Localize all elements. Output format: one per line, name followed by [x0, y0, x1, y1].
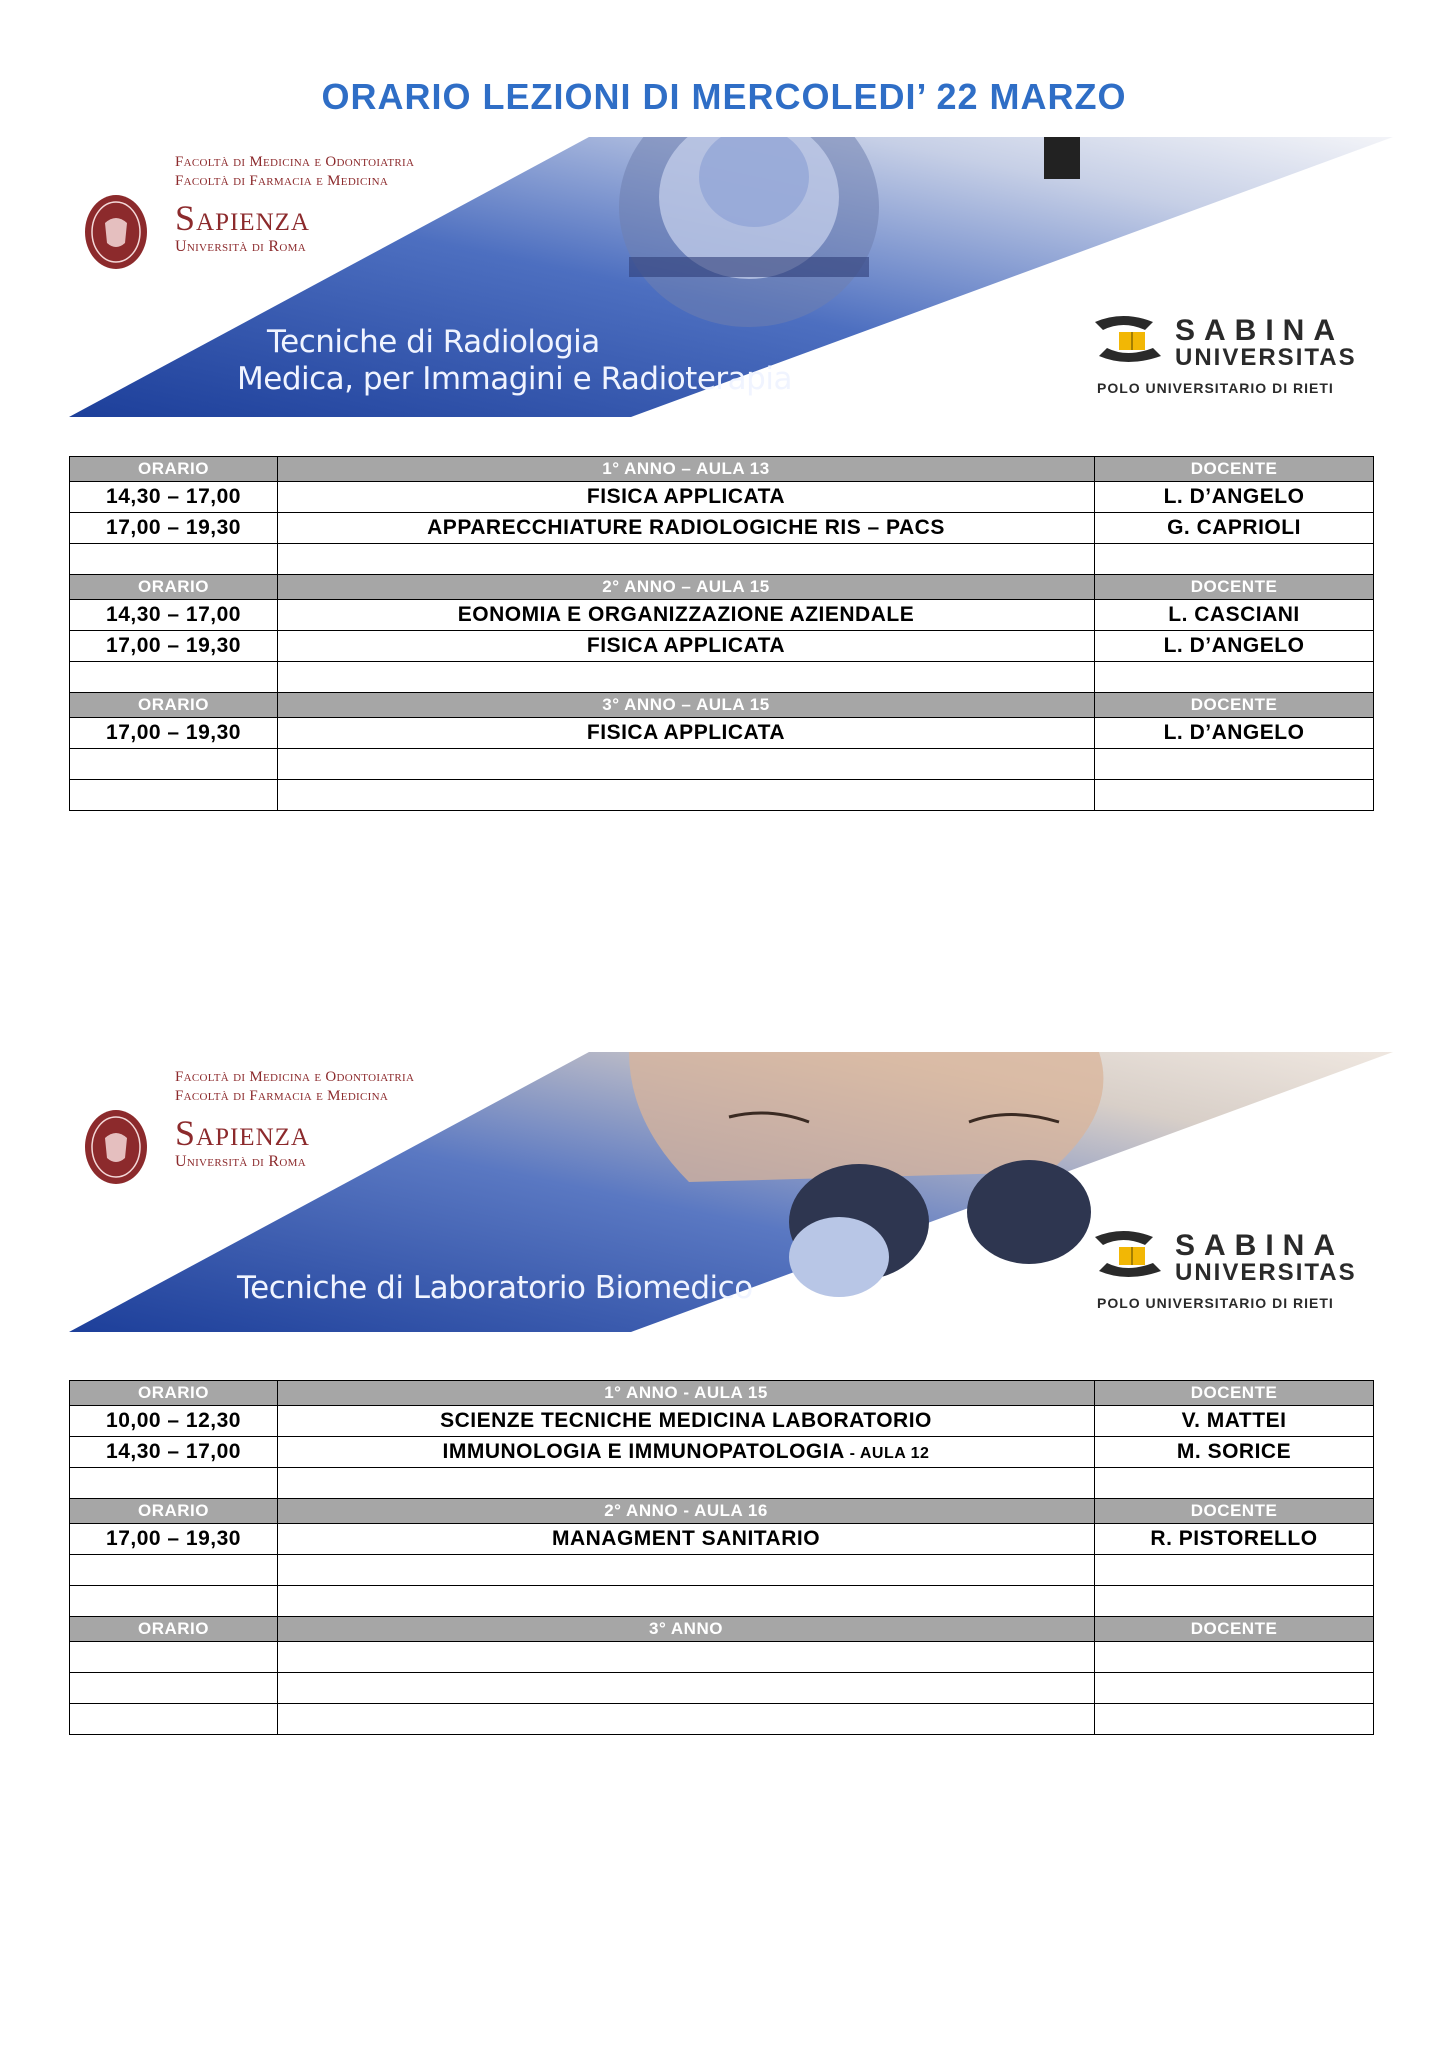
time-cell — [70, 1586, 278, 1617]
teacher-cell — [1095, 1468, 1374, 1499]
teacher-cell — [1095, 1704, 1374, 1735]
course-title — [237, 1270, 753, 1307]
teacher-cell — [1095, 1673, 1374, 1704]
group-title: 2° ANNO – AULA 15 — [278, 575, 1095, 600]
teacher-cell: L. CASCIANI — [1095, 600, 1374, 631]
table-row — [70, 1704, 1374, 1735]
subject-cell — [278, 1704, 1095, 1735]
schedule-table-laboratory — [69, 1380, 1374, 1735]
course-line-2: Medica, per Immagini e Radioterapia — [237, 361, 792, 397]
faculty-line-1: Facoltà di Medicina e Odontoiatria — [175, 1069, 415, 1085]
subject-cell — [278, 749, 1095, 780]
header-orario: ORARIO — [70, 693, 278, 718]
sabina-book-icon — [1083, 1227, 1173, 1289]
subject-cell — [278, 780, 1095, 811]
table-row — [70, 1642, 1374, 1673]
subject-cell — [278, 544, 1095, 575]
teacher-cell — [1095, 662, 1374, 693]
table-row — [70, 513, 1374, 544]
sapienza-seal-icon — [83, 193, 149, 271]
schedule-table-radiology — [69, 456, 1374, 811]
table-row — [70, 1437, 1374, 1468]
time-cell: 17,00 – 19,30 — [70, 718, 278, 749]
faculty-line-2: Facoltà di Farmacia e Medicina — [175, 173, 389, 189]
radiology-banner — [69, 137, 1393, 417]
time-cell: 10,00 – 12,30 — [70, 1406, 278, 1437]
time-cell — [70, 780, 278, 811]
page-title: ORARIO LEZIONI DI MERCOLEDI’ 22 MARZO — [321, 76, 1127, 117]
teacher-cell — [1095, 1555, 1374, 1586]
sapienza-seal-icon — [83, 1108, 149, 1186]
teacher-cell — [1095, 780, 1374, 811]
university-name: Sapienza — [175, 198, 310, 238]
teacher-cell — [1095, 1642, 1374, 1673]
subject-cell — [278, 1437, 1095, 1468]
faculty-line-2: Facoltà di Farmacia e Medicina — [175, 1088, 389, 1104]
table-row — [70, 600, 1374, 631]
teacher-cell — [1095, 1586, 1374, 1617]
table-row — [70, 482, 1374, 513]
group-title: 3° ANNO – AULA 15 — [278, 693, 1095, 718]
header-docente: DOCENTE — [1095, 1617, 1374, 1642]
time-cell — [70, 1673, 278, 1704]
subject-cell: SCIENZE TECNICHE MEDICINA LABORATORIO — [278, 1406, 1095, 1437]
time-cell — [70, 1704, 278, 1735]
group-header-row — [70, 575, 1374, 600]
university-sub: Università di Roma — [175, 1153, 306, 1170]
time-cell: 17,00 – 19,30 — [70, 1524, 278, 1555]
header-docente: DOCENTE — [1095, 457, 1374, 482]
time-cell — [70, 749, 278, 780]
subject-cell — [278, 1642, 1095, 1673]
header-orario: ORARIO — [70, 575, 278, 600]
time-cell — [70, 1555, 278, 1586]
group-header-row — [70, 1617, 1374, 1642]
time-cell: 14,30 – 17,00 — [70, 482, 278, 513]
time-cell — [70, 1468, 278, 1499]
group-title: 1° ANNO – AULA 13 — [278, 457, 1095, 482]
group-header-row — [70, 693, 1374, 718]
teacher-cell: V. MATTEI — [1095, 1406, 1374, 1437]
subject-cell: MANAGMENT SANITARIO — [278, 1524, 1095, 1555]
subject-cell — [278, 1673, 1095, 1704]
table-row — [70, 1524, 1374, 1555]
university-name: Sapienza — [175, 1113, 310, 1153]
partner-sub: POLO UNIVERSITARIO DI RIETI — [1097, 380, 1334, 396]
table-row — [70, 749, 1374, 780]
table-row — [70, 1468, 1374, 1499]
header-docente: DOCENTE — [1095, 693, 1374, 718]
subject-cell: FISICA APPLICATA — [278, 631, 1095, 662]
subject-cell: APPARECCHIATURE RADIOLOGICHE RIS – PACS — [278, 513, 1095, 544]
time-cell — [70, 662, 278, 693]
subject-cell — [278, 1555, 1095, 1586]
partner-name-2: UNIVERSITAS — [1175, 344, 1357, 371]
teacher-cell: L. D’ANGELO — [1095, 631, 1374, 662]
subject-text: IMMUNOLOGIA E IMMUNOPATOLOGIA — [442, 1440, 845, 1463]
time-cell: 17,00 – 19,30 — [70, 513, 278, 544]
table-row — [70, 662, 1374, 693]
header-orario: ORARIO — [70, 1617, 278, 1642]
group-title: 2° ANNO - AULA 16 — [278, 1499, 1095, 1524]
table-row — [70, 544, 1374, 575]
subject-cell — [278, 1586, 1095, 1617]
teacher-cell — [1095, 749, 1374, 780]
time-cell: 14,30 – 17,00 — [70, 600, 278, 631]
time-cell: 14,30 – 17,00 — [70, 1437, 278, 1468]
subject-room-note: - AULA 12 — [844, 1445, 930, 1462]
subject-cell — [278, 662, 1095, 693]
header-orario: ORARIO — [70, 457, 278, 482]
university-sub: Università di Roma — [175, 238, 306, 255]
faculty-lines — [175, 1068, 414, 1106]
group-header-row — [70, 457, 1374, 482]
subject-cell: EONOMIA E ORGANIZZAZIONE AZIENDALE — [278, 600, 1095, 631]
subject-cell — [278, 1468, 1095, 1499]
header-docente: DOCENTE — [1095, 1381, 1374, 1406]
partner-name-1: SABINA — [1175, 314, 1345, 347]
teacher-cell: L. D’ANGELO — [1095, 718, 1374, 749]
sabina-book-icon — [1083, 312, 1173, 374]
header-orario: ORARIO — [70, 1381, 278, 1406]
course-line-1: Tecniche di Laboratorio Biomedico — [237, 1270, 753, 1306]
course-title — [237, 324, 792, 398]
sabina-logo — [1083, 312, 1383, 402]
teacher-cell: R. PISTORELLO — [1095, 1524, 1374, 1555]
group-title: 1° ANNO - AULA 15 — [278, 1381, 1095, 1406]
time-cell: 17,00 – 19,30 — [70, 631, 278, 662]
laboratory-banner — [69, 1052, 1393, 1332]
teacher-cell — [1095, 544, 1374, 575]
course-line-1: Tecniche di Radiologia — [267, 324, 600, 360]
table-row — [70, 1586, 1374, 1617]
table-row — [70, 718, 1374, 749]
partner-name-1: SABINA — [1175, 1229, 1345, 1262]
header-orario: ORARIO — [70, 1499, 278, 1524]
table-row — [70, 1406, 1374, 1437]
partner-sub: POLO UNIVERSITARIO DI RIETI — [1097, 1295, 1334, 1311]
group-title: 3° ANNO — [278, 1617, 1095, 1642]
teacher-cell: L. D’ANGELO — [1095, 482, 1374, 513]
subject-cell: FISICA APPLICATA — [278, 718, 1095, 749]
sabina-logo — [1083, 1227, 1383, 1317]
header-docente: DOCENTE — [1095, 1499, 1374, 1524]
table-row — [70, 780, 1374, 811]
table-row — [70, 631, 1374, 662]
subject-cell: FISICA APPLICATA — [278, 482, 1095, 513]
teacher-cell: M. SORICE — [1095, 1437, 1374, 1468]
table-row — [70, 1555, 1374, 1586]
time-cell — [70, 544, 278, 575]
faculty-line-1: Facoltà di Medicina e Odontoiatria — [175, 154, 415, 170]
faculty-lines — [175, 153, 414, 191]
time-cell — [70, 1642, 278, 1673]
header-docente: DOCENTE — [1095, 575, 1374, 600]
teacher-cell: G. CAPRIOLI — [1095, 513, 1374, 544]
partner-name-2: UNIVERSITAS — [1175, 1259, 1357, 1286]
group-header-row — [70, 1381, 1374, 1406]
group-header-row — [70, 1499, 1374, 1524]
table-row — [70, 1673, 1374, 1704]
